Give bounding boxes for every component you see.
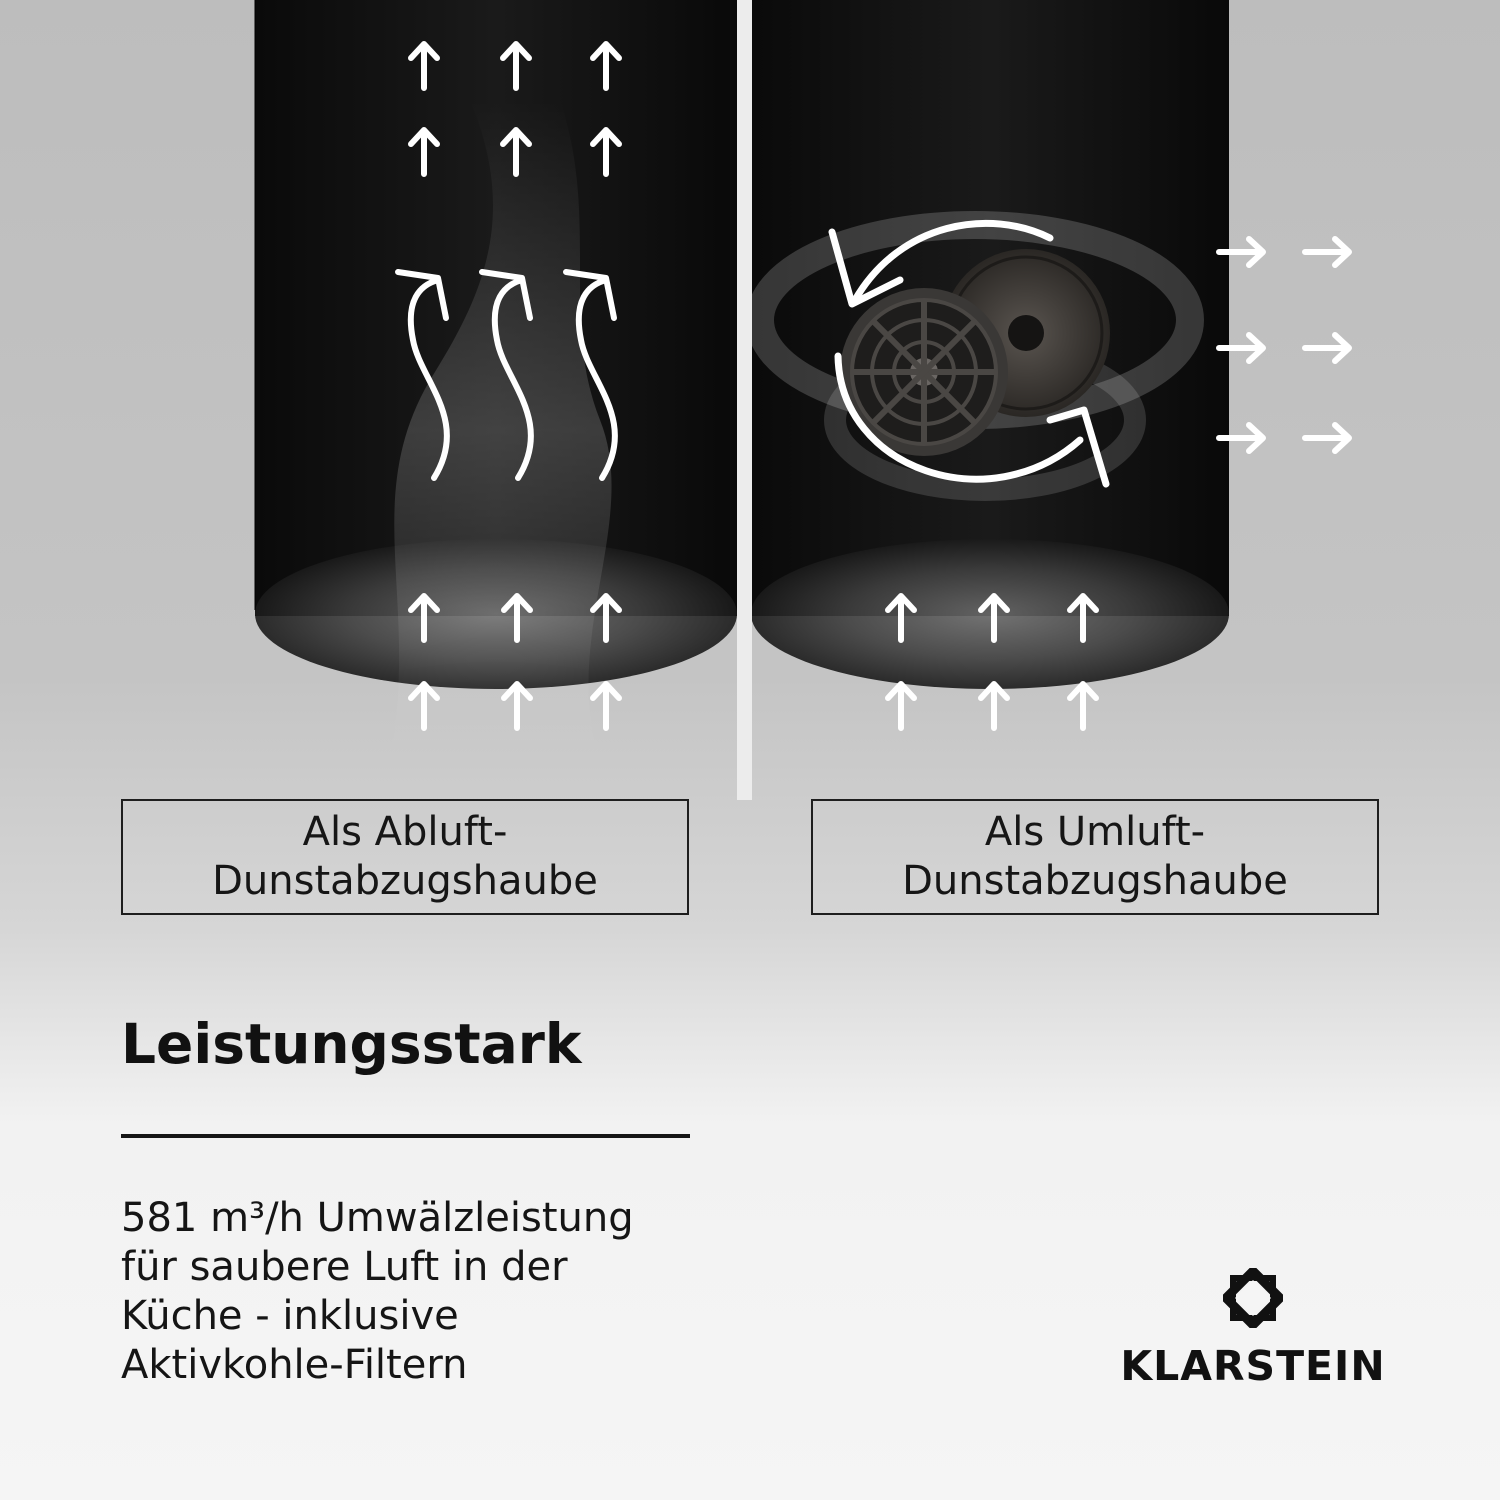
- brand-logo: [1112, 1268, 1394, 1390]
- headline: Leistungsstark: [121, 1012, 582, 1076]
- up-arrow-icon: [888, 684, 914, 728]
- up-arrow-icon: [981, 684, 1007, 728]
- exhaust-mode-label-line1: Als Abluft-: [302, 809, 508, 855]
- panel-divider: [737, 0, 752, 800]
- right-arrow-icon: [1305, 425, 1349, 451]
- recirculation-mode-label-line2: Dunstabzugshaube: [902, 858, 1288, 904]
- description-line: Küche - inklusive: [121, 1293, 459, 1339]
- up-arrow-icon: [1070, 684, 1096, 728]
- diamond-square-logo-icon: [1223, 1268, 1283, 1328]
- exhaust-mode-label-line2: Dunstabzugshaube: [212, 858, 598, 904]
- left-hood: [255, 0, 737, 760]
- exhaust-mode-label: [121, 799, 689, 915]
- right-hood-opening: [751, 539, 1229, 689]
- description-line: Aktivkohle-Filtern: [121, 1342, 468, 1388]
- recirculation-mode-label: [811, 799, 1379, 915]
- right-arrow-icon: [1305, 239, 1349, 265]
- up-arrow-icon: [593, 684, 619, 728]
- description-line: für saubere Luft in der: [121, 1244, 568, 1290]
- divider-line: [121, 1134, 690, 1138]
- recirculation-mode-label-line1: Als Umluft-: [984, 809, 1206, 855]
- right-arrow-icon: [1305, 335, 1349, 361]
- right-outflow-arrows: [1219, 239, 1349, 451]
- brand-name: KLARSTEIN: [1120, 1342, 1386, 1390]
- feature-description: [121, 1194, 634, 1390]
- description-line: 581 m³/h Umwälzleistung: [121, 1195, 634, 1241]
